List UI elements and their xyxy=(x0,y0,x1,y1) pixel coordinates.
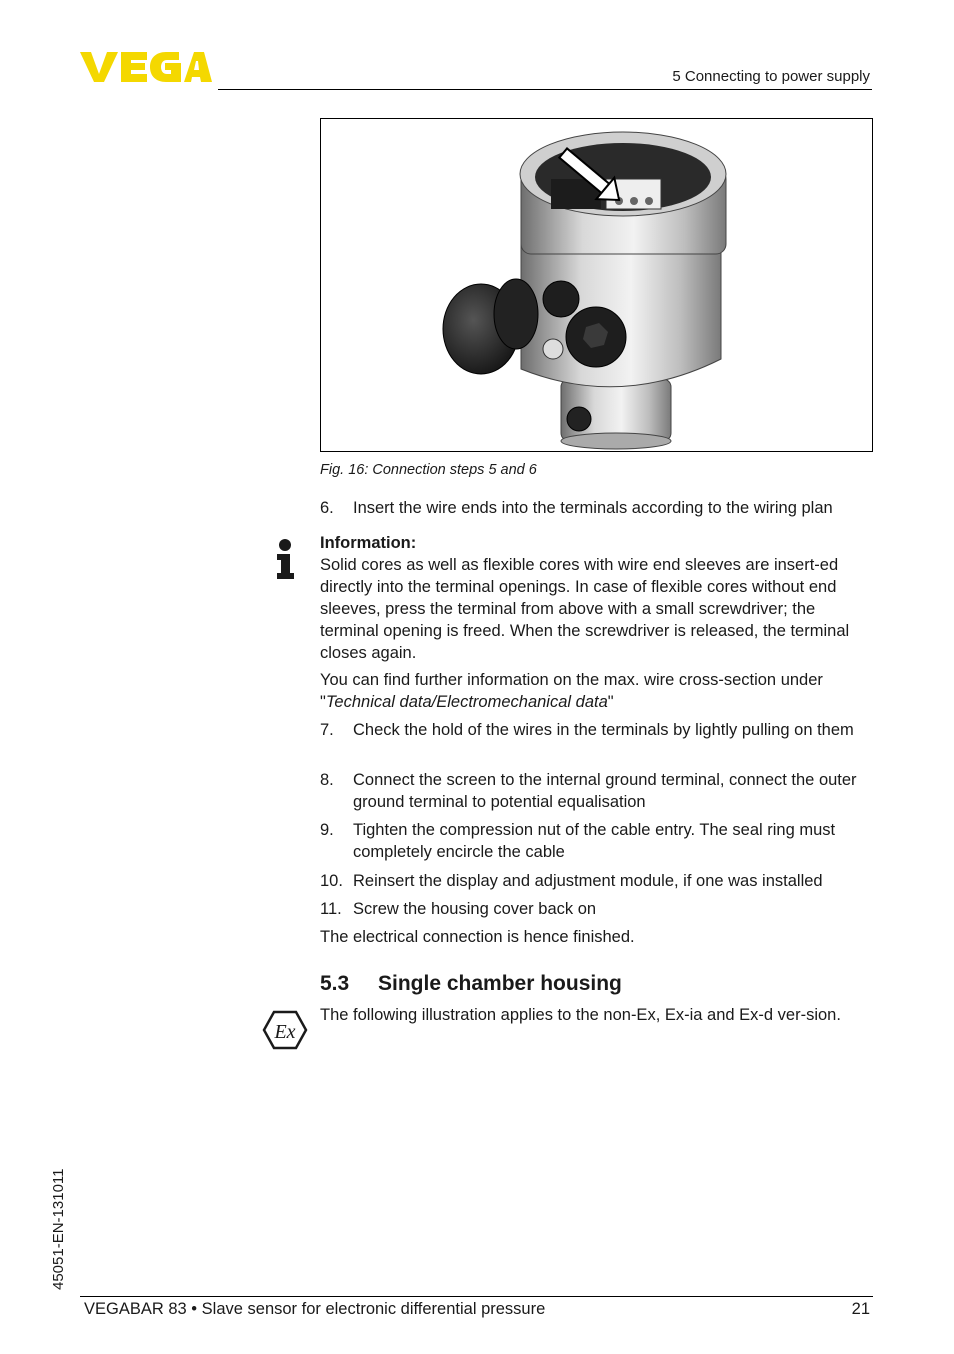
ex-icon xyxy=(262,1010,308,1050)
further-prefix: You can find further information on the max. wire cross-section under " xyxy=(320,671,823,711)
footer-title: VEGABAR 83 • Slave sensor for electronic differential pressure xyxy=(84,1300,546,1318)
list-item xyxy=(320,769,876,813)
ex-text: The following illustration applies to the non-Ex, Ex-ia and Ex-d ver-sion. xyxy=(320,1006,841,1024)
info-further xyxy=(320,669,876,713)
figure-caption: Fig. 16: Connection steps 5 and 6 xyxy=(320,462,537,478)
further-suffix: " xyxy=(607,693,614,711)
step-number: 8. xyxy=(320,771,334,789)
list-item xyxy=(320,898,876,920)
section-number: 5.3 xyxy=(320,972,350,995)
document-code: 45051-EN-131011 xyxy=(50,1168,67,1290)
list-item xyxy=(320,497,876,519)
step-text: Insert the wire ends into the terminals according to the wiring plan xyxy=(353,499,833,517)
conclusion-text: The electrical connection is hence finished. xyxy=(320,928,635,946)
figure-connection-steps xyxy=(320,118,873,452)
step-text: Check the hold of the wires in the terminals by lightly pulling on them xyxy=(353,721,854,739)
list-item xyxy=(320,719,876,741)
info-paragraph: Solid cores as well as flexible cores with wire end sleeves are insert-ed directly into the terminal openings. In case of flexible cores without end sleeves, press the terminal from above with a small screwdriver; the terminal opening is freed. When the screwdriver is released, the terminal closes again. xyxy=(320,556,850,662)
vega-logo xyxy=(80,50,212,84)
step-text: Connect the screen to the internal ground terminal, connect the outer ground terminal to potential equalisation xyxy=(353,771,857,811)
step-text: Tighten the compression nut of the cable entry. The seal ring must completely encircle the cable xyxy=(353,821,836,861)
step-number: 10. xyxy=(320,872,343,890)
section-heading xyxy=(320,972,622,996)
svg-text:Ex: Ex xyxy=(274,1021,296,1043)
step-number: 7. xyxy=(320,721,334,739)
list-item xyxy=(320,819,876,863)
page-number: 21 xyxy=(851,1300,870,1318)
step-text: Screw the housing cover back on xyxy=(353,900,597,918)
section-title: Single chamber housing xyxy=(378,972,622,995)
header-section-title: 5 Connecting to power supply xyxy=(672,68,870,85)
step-text: Reinsert the display and adjustment module, if one was installed xyxy=(353,872,823,890)
footer-divider xyxy=(80,1296,873,1297)
info-icon xyxy=(274,538,296,580)
step-number: 6. xyxy=(320,499,334,517)
housing-illustration xyxy=(321,119,873,452)
step-number: 11. xyxy=(320,900,342,918)
list-item xyxy=(320,870,876,892)
info-heading: Information: xyxy=(320,534,417,552)
header-divider xyxy=(218,89,872,90)
step-number: 9. xyxy=(320,821,334,839)
further-reference: Technical data/Electromechanical data xyxy=(325,693,608,711)
